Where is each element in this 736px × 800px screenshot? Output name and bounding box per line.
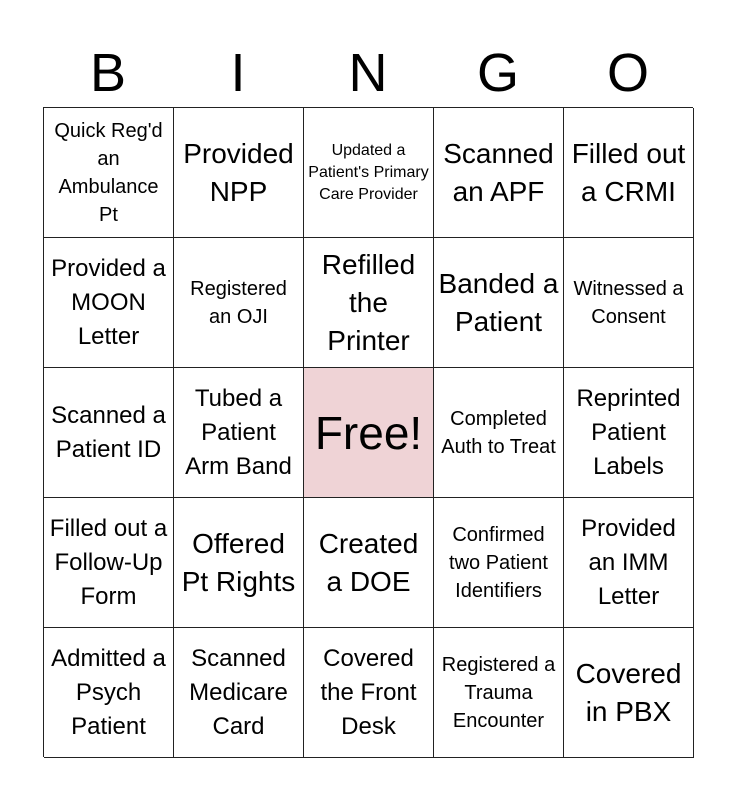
bingo-cell[interactable]: [434, 368, 564, 498]
header-letter-i: I: [230, 43, 246, 103]
bingo-cell[interactable]: [44, 108, 174, 238]
cell-label: Covered the Front Desk: [320, 644, 417, 740]
header-letter-n: N: [348, 43, 388, 103]
bingo-cell[interactable]: [174, 628, 304, 758]
bingo-cell[interactable]: [304, 108, 434, 238]
cell-label: Scanned an APF: [443, 137, 554, 207]
header-letter-o: O: [606, 43, 649, 103]
cell-label: Scanned a Patient ID: [51, 401, 166, 463]
bingo-cell[interactable]: [174, 368, 304, 498]
cell-label: Banded a Patient: [438, 267, 559, 337]
cell-label: Tubed a Patient Arm Band: [185, 384, 292, 480]
bingo-cell[interactable]: [304, 498, 434, 628]
cell-label: Filled out a CRMI: [571, 137, 686, 207]
cell-label: Confirmed two Patient Identifiers: [449, 523, 548, 602]
cell-label: Completed Auth to Treat: [441, 407, 556, 458]
cell-label: Reprinted Patient Labels: [576, 384, 681, 480]
bingo-cell[interactable]: [174, 238, 304, 368]
cell-label: Updated a Patient's Primary Care Provider: [308, 141, 429, 203]
bingo-cell[interactable]: [564, 368, 694, 498]
cell-label: Quick Reg'd an Ambulance Pt: [54, 119, 163, 226]
bingo-cell[interactable]: [304, 628, 434, 758]
cell-label: Admitted a Psych Patient: [51, 644, 166, 740]
cell-label: Provided an IMM Letter: [581, 514, 676, 610]
bingo-header: [43, 42, 693, 104]
cell-label: Registered a Trauma Encounter: [441, 653, 556, 732]
bingo-cell[interactable]: [174, 108, 304, 238]
header-letter-b: B: [89, 43, 127, 103]
cell-label: Witnessed a Consent: [573, 277, 684, 328]
bingo-cell[interactable]: [174, 498, 304, 628]
cell-label: Registered an OJI: [190, 277, 287, 328]
cell-label: Scanned Medicare Card: [189, 644, 288, 740]
bingo-cell[interactable]: [44, 498, 174, 628]
cell-label: Provided NPP: [183, 137, 294, 207]
bingo-grid: [43, 107, 693, 757]
cell-label: Refilled the Printer: [321, 248, 416, 356]
bingo-cell[interactable]: [564, 108, 694, 238]
cell-label: Offered Pt Rights: [181, 527, 296, 597]
bingo-cell[interactable]: [564, 628, 694, 758]
bingo-cell[interactable]: [304, 238, 434, 368]
cell-label: Created a DOE: [318, 527, 419, 597]
cell-label: Provided a MOON Letter: [51, 254, 166, 350]
bingo-cell[interactable]: [44, 238, 174, 368]
header-letter-g: G: [476, 43, 519, 103]
bingo-cell[interactable]: [434, 628, 564, 758]
cell-label: Filled out a Follow-Up Form: [49, 514, 168, 610]
bingo-cell[interactable]: [44, 628, 174, 758]
bingo-cell[interactable]: [44, 368, 174, 498]
free-cell[interactable]: [304, 368, 434, 498]
bingo-cell[interactable]: [434, 498, 564, 628]
bingo-cell[interactable]: [434, 238, 564, 368]
cell-label: Free!: [314, 406, 423, 459]
bingo-cell[interactable]: [434, 108, 564, 238]
bingo-cell[interactable]: [564, 238, 694, 368]
bingo-cell[interactable]: [564, 498, 694, 628]
cell-label: Covered in PBX: [575, 657, 682, 727]
